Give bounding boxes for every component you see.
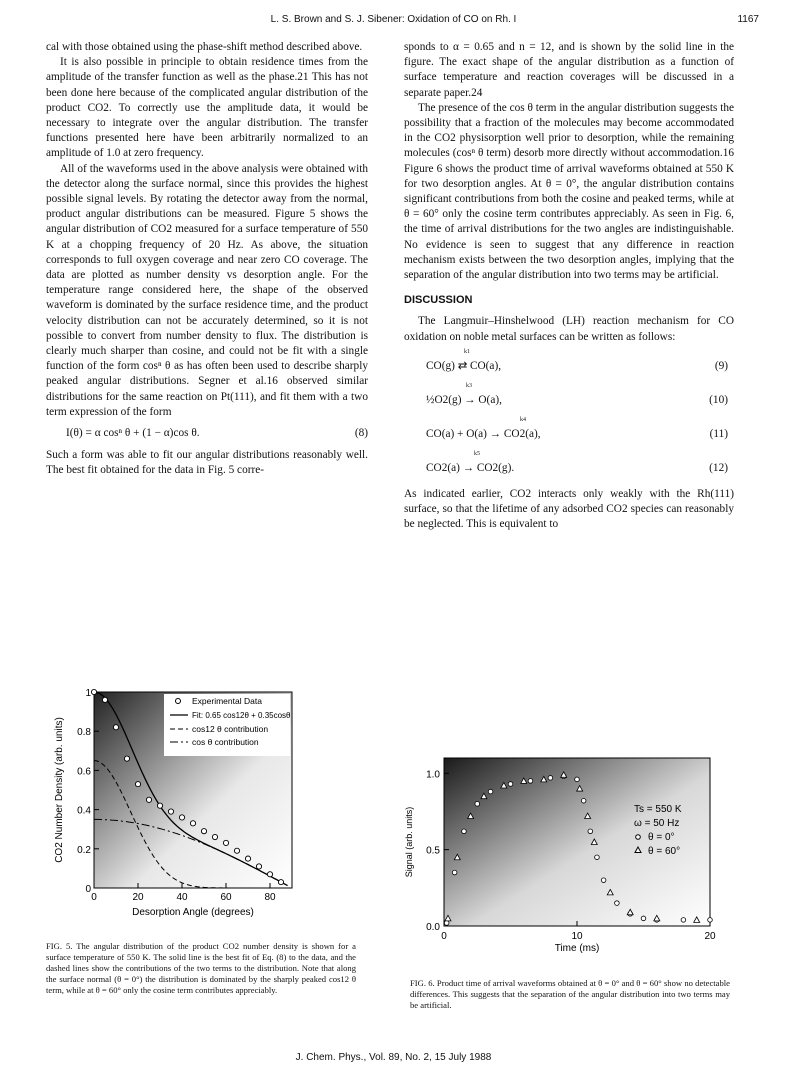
reaction-12 — [404, 447, 734, 481]
equation-text: I(θ) = α cosⁿ θ + (1 − α)cos θ. — [66, 427, 200, 440]
y-tick-label: 1 — [85, 688, 91, 699]
legend-entry: cos θ contribution — [192, 737, 259, 747]
figure-6 — [398, 752, 728, 977]
legend-entry: Ts = 550 K — [634, 804, 682, 815]
data-point — [212, 834, 217, 839]
x-tick-label: 40 — [176, 892, 188, 903]
paragraph: cal with those obtained using the phase-shift method described above. — [46, 41, 363, 53]
data-point — [201, 829, 206, 834]
legend-entry: cos12 θ contribution — [192, 724, 269, 734]
x-tick-label: 10 — [571, 931, 583, 942]
data-point — [223, 840, 228, 845]
equation-number: (10) — [709, 393, 728, 406]
running-title: L. S. Brown and S. J. Sibener: Oxidation of CO on Rh. I — [270, 14, 517, 25]
data-point — [256, 864, 261, 869]
data-point — [190, 821, 195, 826]
equation-number: (11) — [709, 427, 728, 440]
x-tick-label: 20 — [132, 892, 144, 903]
y-axis-label: Signal (arb. units) — [404, 806, 414, 878]
reaction-formula: CO(g) ⇄ CO(a), — [426, 359, 502, 372]
data-point-circle — [681, 918, 686, 923]
y-tick-label: 0 — [85, 884, 91, 895]
data-point-circle — [588, 829, 593, 834]
paragraph: sponds to α = 0.65 and n = 12, and is shown by the solid line in the figure. The exact shape of the angular distribution as a function of surface temperature and reaction coverages will be discussed in a separate paper.24 — [404, 41, 734, 99]
legend-entry: Experimental Data — [192, 696, 262, 706]
reaction-11 — [404, 413, 734, 447]
paragraph: Such a form was able to fit our angular distributions reasonably well. The best fit obtained for the data in Fig. 5 corre- — [46, 449, 368, 477]
page-header — [0, 10, 787, 30]
data-point — [157, 803, 162, 808]
y-tick-label: 0.8 — [77, 727, 91, 739]
data-point-circle — [601, 878, 606, 883]
fig6-chart — [398, 752, 728, 972]
rate-label: k1 — [464, 348, 470, 355]
equation-number: (9) — [714, 359, 728, 372]
equation-8 — [46, 424, 368, 444]
paragraph: All of the waveforms used in the above analysis were obtained with the detector along the surface normal, since this provides the highest possible signal levels. By rotating the detector away from the normal, product angular distributions can be measured. Figure 5 shows the angular distribution of CO2 measured for a surface temperature of 550 K at a chopping frequency of 20 Hz. As above, the situation corresponds to full oxygen coverage and near zero CO coverage. The data are plotted as number density vs desorption angle. For the temperature range considered here, the shape of the observed waveform is dominated by the surface residence time, and the product velocity distribution can not be accurately determined, so it is not possible to convert from number density to flux. The distribution is clearly much sharper than cosine, and could not be fit with a single function of the form cosⁿ θ as has often been used to describe sharply peaked angular distributions. Segner et al.16 observed similar distributions for the same reaction on Pt(111), and fit them with a two term expression of the form — [46, 162, 368, 418]
reaction-10 — [404, 379, 734, 413]
legend-marker — [176, 699, 181, 704]
section-heading: DISCUSSION — [404, 294, 473, 307]
data-point-circle — [575, 777, 580, 782]
legend-marker — [636, 835, 641, 840]
data-point — [113, 725, 118, 730]
right-column — [404, 40, 734, 532]
y-tick-label: 1.0 — [426, 769, 440, 781]
figure-5 — [44, 684, 344, 939]
y-tick-label: 0.0 — [426, 922, 440, 933]
reaction-formula: CO2(a) → CO2(g). — [426, 461, 515, 474]
data-point-circle — [452, 870, 457, 875]
x-tick-label: 0 — [441, 931, 447, 942]
y-tick-label: 0.6 — [77, 766, 91, 778]
x-tick-label: 20 — [704, 931, 716, 942]
reaction-9 — [404, 345, 734, 379]
y-tick-label: 0.5 — [426, 845, 440, 857]
reaction-formula: CO(a) + O(a) → CO2(a), — [426, 427, 541, 440]
rate-label: k4 — [520, 416, 526, 423]
legend-entry: θ = 0° — [648, 832, 675, 843]
equation-number: (8) — [354, 427, 368, 440]
x-axis-label: Time (ms) — [554, 943, 600, 954]
reaction-list — [404, 345, 734, 481]
figure-5-caption: FIG. 5. The angular distribution of the product CO2 number density is shown for a surface temperature of 550 K. The solid line is the best fit of Eq. (8) to the data, and the dashed lines show the contributions of the two terms to the distribution. Note that along the surface normal (θ = 0°) the distribution is dominated by the sharply peaked cos12 θ term, while at θ = 60° only the cosine term contributes appreciably. — [46, 941, 356, 995]
y-axis-label: CO2 Number Density (arb. units) — [54, 717, 65, 863]
left-column — [46, 40, 368, 478]
paragraph: The presence of the cos θ term in the angular distribution suggests the possibility that a fraction of the molecules may become accommodated in the CO2 physisorption well prior to desorption, while the remaining molecules (cosⁿ θ term) desorb more directly without accommodation.16 Figure 6 shows the product time of arrival waveforms obtained at 550 K for two desorption angles. At θ = 0°, the angular distribution contains significant contributions from both the cosine and peaked terms, while at θ = 60° only the cosine term contributes appreciably. As seen in Fig. 6, the time of arrival distributions for the two angles are indistinguishable. No evidence is seen to suggest that any difference in reaction mechanism exists between the two desorption angles, implying that the separation of the angular distribution into two terms may be artificial. — [404, 101, 734, 282]
data-point — [267, 872, 272, 877]
legend-entry: θ = 60° — [648, 846, 681, 857]
equation-number: (12) — [709, 461, 728, 474]
data-point — [91, 689, 96, 694]
legend-entry: Fit: 0.65 cos12θ + 0.35cosθ — [192, 711, 291, 720]
data-point-circle — [528, 779, 533, 784]
data-point-circle — [488, 789, 493, 794]
fig5-chart — [44, 684, 344, 934]
rate-label: k5 — [474, 450, 480, 457]
paragraph: It is also possible in principle to obtain residence times from the amplitude of the transfer function as well as the phase.21 This has not been done here because of the complicated angular distribution of the product CO2. To correctly use the amplitude data, it would be necessary to integrate over the angular distribution. The transfer functions presented here have been arbitrarily normalized to an amplitude of 1.0 at zero frequency. — [46, 56, 368, 160]
data-point — [168, 809, 173, 814]
data-point — [245, 856, 250, 861]
data-point — [234, 848, 239, 853]
paragraph: The Langmuir–Hinshelwood (LH) reaction mechanism for CO oxidation on noble metal surfaces can be written as follows: — [404, 315, 734, 343]
data-point-circle — [508, 782, 513, 787]
data-point-circle — [475, 802, 480, 807]
reaction-formula: ½O2(g) → O(a), — [426, 393, 502, 406]
data-point — [102, 697, 107, 702]
figure-6-caption: FIG. 6. Product time of arrival waveforms obtained at θ = 0° and θ = 60° show no detectable differences. This suggests that the separation of the angular distribution into two terms may be artificial. — [410, 978, 730, 1010]
data-point-circle — [581, 798, 586, 803]
data-point — [124, 756, 129, 761]
data-point-circle — [708, 918, 713, 923]
page-number: 1167 — [737, 14, 759, 25]
page-footer: J. Chem. Phys., Vol. 89, No. 2, 15 July 1988 — [295, 1052, 492, 1063]
data-point-circle — [615, 901, 620, 906]
data-point-circle — [595, 855, 600, 860]
x-tick-label: 60 — [220, 892, 232, 903]
rate-label: k3 — [466, 382, 472, 389]
data-point-circle — [462, 829, 467, 834]
y-tick-label: 0.4 — [77, 805, 91, 817]
x-tick-label: 80 — [264, 892, 276, 903]
data-point-circle — [444, 921, 449, 926]
x-axis-label: Desorption Angle (degrees) — [132, 907, 254, 918]
data-point — [146, 797, 151, 802]
data-point — [179, 815, 184, 820]
data-point — [278, 880, 283, 885]
data-point-circle — [548, 776, 553, 781]
x-tick-label: 0 — [91, 892, 97, 903]
paragraph: As indicated earlier, CO2 interacts only weakly with the Rh(111) surface, so that the lifetime of any adsorbed CO2 species can reasonably be neglected. This is equivalent to — [404, 487, 734, 531]
data-point-circle — [641, 916, 646, 921]
legend-entry: ω = 50 Hz — [634, 818, 680, 829]
y-tick-label: 0.2 — [77, 844, 91, 856]
data-point — [135, 782, 140, 787]
